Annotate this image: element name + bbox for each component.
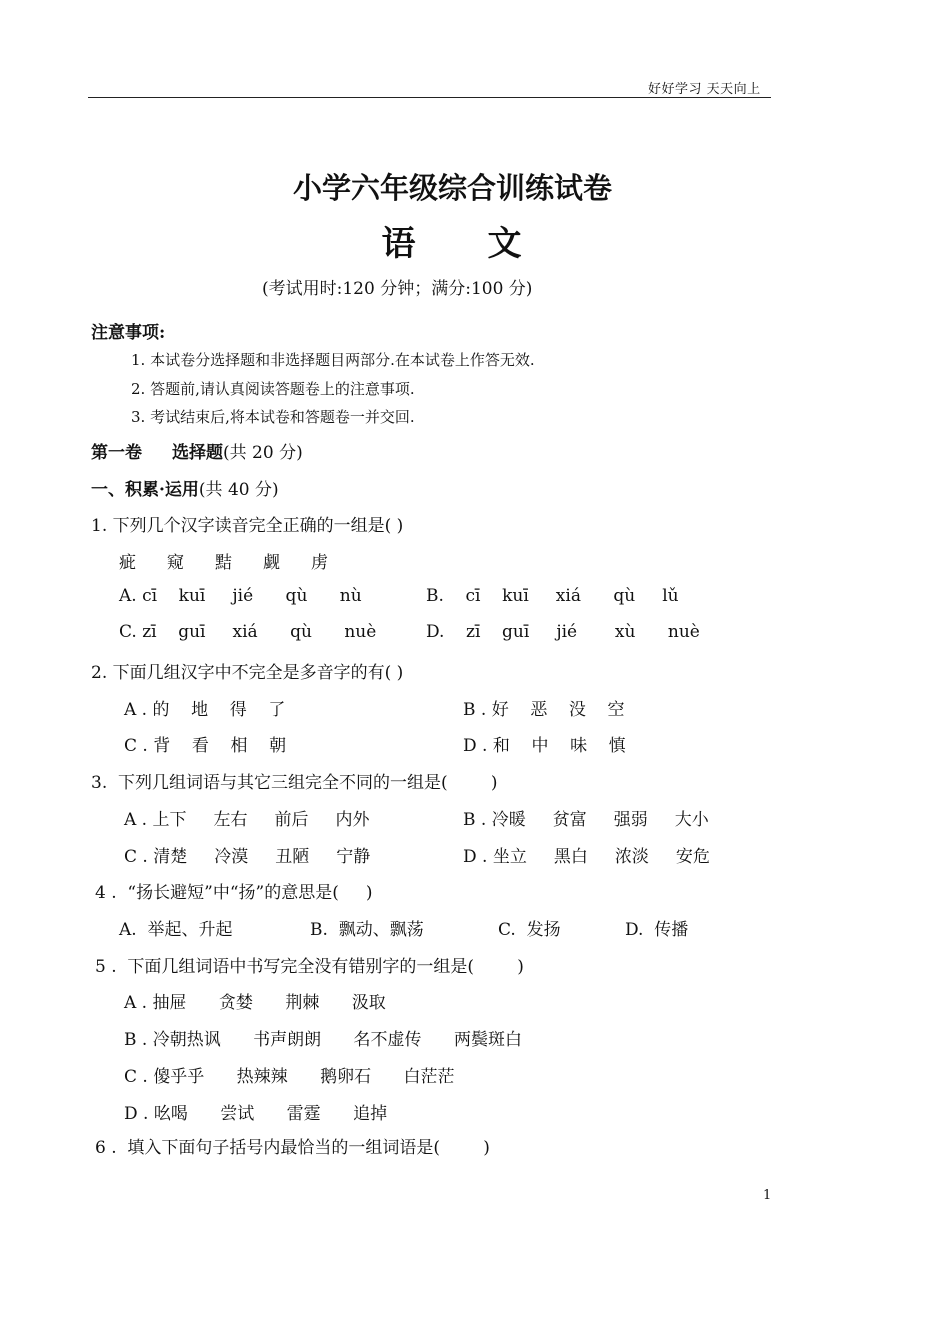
notice-item-3: 3. 考试结束后,将本试卷和答题卷一并交回. [131,408,415,426]
question-4-option-d: D. 传播 [625,920,689,940]
q1-char: 虏 [311,553,328,573]
section1-heading [91,475,279,500]
exam-info: (考试用时:120 分钟；满分:100 分) [262,279,533,299]
question-2-option-a: A . 的 地 得 了 [124,700,286,720]
part1-label: 第一卷 [91,443,142,463]
header-divider [88,97,771,98]
notice-item-2: 2. 答题前,请认真阅读答题卷上的注意事项. [131,380,415,398]
subject-char-1: 语 [381,224,418,264]
q1-char: 窥 [167,553,184,573]
part1-score: (共 20 分) [223,443,303,463]
question-4-option-c: C. 发扬 [498,920,561,940]
q1-char: 黠 [215,553,232,573]
question-3-option-b: B . 冷暖 贫富 强弱 大小 [463,810,709,830]
question-2-stem: 2. 下面几组汉字中不完全是多音字的有( ) [91,663,404,683]
subject-char-2: 文 [487,224,524,264]
question-6-stem: 6 . 填入下面句子括号内最恰当的一组词语是( ) [95,1138,490,1158]
question-4-option-b: B. 飘动、飘荡 [310,920,424,940]
question-3-option-a: A . 上下 左右 前后 内外 [124,810,370,830]
question-4-stem: 4 . “扬长避短”中“扬”的意思是( ) [95,883,373,903]
exam-title: 小学六年级综合训练试卷 [292,171,612,205]
question-3-stem: 3. 下列几组词语与其它三组完全不同的一组是( ) [91,773,498,793]
question-4-option-a: A. 举起、升起 [119,920,233,940]
question-1-option-a: A. cī kuī jié qù nù [119,586,362,606]
header-motto: 好好学习 天天向上 [648,82,761,97]
part1-title: 选择题 [172,443,223,463]
question-5-option-a: A . 抽屉 贪婪 荆棘 汲取 [124,993,386,1013]
page-number: 1 [763,1188,772,1203]
question-1-option-d: D. zī guī jié xù nuè [426,622,700,642]
notice-item-1: 1. 本试卷分选择题和非选择题目两部分.在本试卷上作答无效. [131,351,535,369]
question-2-option-b: B . 好 恶 没 空 [463,700,625,720]
question-5-option-d: D . 吆喝 尝试 雷霆 追掉 [124,1104,388,1124]
question-3-option-c: C . 清楚 冷漠 丑陋 宁静 [124,847,371,867]
question-1-chars [119,548,359,573]
subject-title [0,216,905,265]
question-3-option-d: D . 坐立 黑白 浓淡 安危 [463,847,710,867]
part1-heading [91,438,303,463]
question-1-option-b: B. cī kuī xiá qù lǔ [426,586,679,606]
question-1-stem: 1. 下列几个汉字读音完全正确的一组是( ) [91,516,404,536]
section1-label: 一、积累·运用 [91,480,199,500]
q1-char: 疵 [119,553,136,573]
question-2-option-c: C . 背 看 相 朝 [124,736,287,756]
question-5-option-b: B . 冷朝热讽 书声朗朗 名不虚传 两鬓斑白 [124,1030,522,1050]
notice-heading: 注意事项: [91,323,166,343]
question-5-stem: 5 . 下面几组词语中书写完全没有错别字的一组是( ) [95,957,524,977]
q1-char: 觑 [263,553,280,573]
question-1-option-c: C. zī guī xiá qù nuè [119,622,377,642]
question-2-option-d: D . 和 中 味 慎 [463,736,626,756]
question-5-option-c: C . 傻乎乎 热辣辣 鹅卵石 白茫茫 [124,1067,455,1087]
section1-score: (共 40 分) [198,480,279,500]
